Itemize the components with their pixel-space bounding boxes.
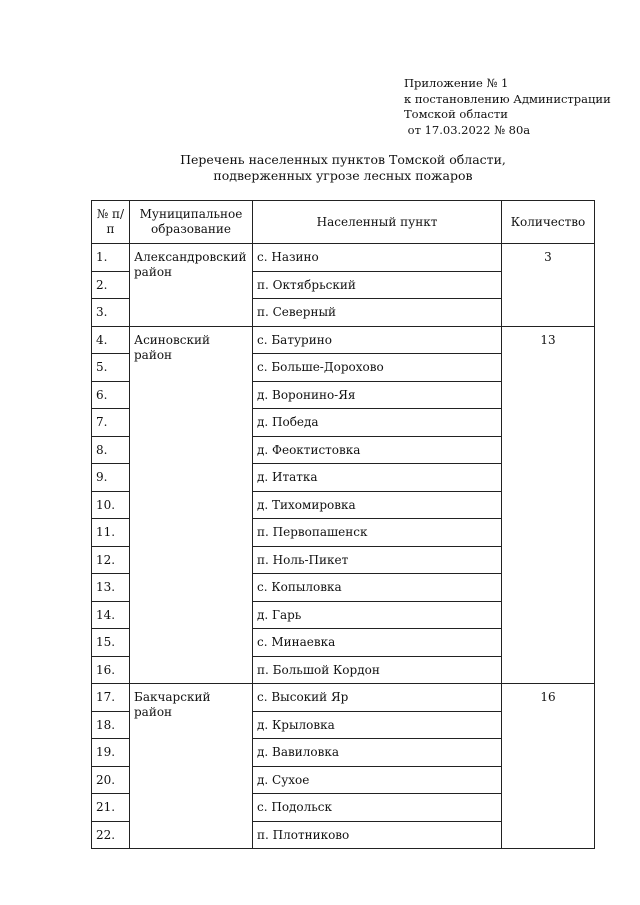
row-number: 5.: [92, 354, 130, 382]
title-line: подверженных угрозе лесных пожаров: [213, 168, 473, 183]
row-number: 18.: [92, 711, 130, 739]
appendix-line: от 17.03.2022 № 80а: [404, 122, 531, 137]
row-number: 21.: [92, 794, 130, 822]
settlement-cell: д. Итатка: [253, 464, 502, 492]
row-number: 19.: [92, 739, 130, 767]
settlement-cell: д. Вавиловка: [253, 739, 502, 767]
table-header-row: [92, 201, 595, 244]
appendix-line: Приложение № 1: [404, 76, 509, 90]
settlement-cell: д. Феоктистовка: [253, 436, 502, 464]
title-line: Перечень населенных пунктов Томской области,: [180, 152, 506, 167]
row-number: 20.: [92, 766, 130, 794]
row-number: 4.: [92, 326, 130, 354]
settlement-cell: п. Первопашенск: [253, 519, 502, 547]
row-number: 8.: [92, 436, 130, 464]
settlement-cell: п. Плотниково: [253, 821, 502, 849]
count-cell: 13: [502, 326, 595, 684]
municipality-cell: Александровский район: [130, 244, 253, 327]
row-number: 7.: [92, 409, 130, 437]
settlement-cell: с. Копыловка: [253, 574, 502, 602]
count-cell: 3: [502, 244, 595, 327]
settlement-cell: д. Тихомировка: [253, 491, 502, 519]
row-number: 1.: [92, 244, 130, 272]
settlement-cell: с. Подольск: [253, 794, 502, 822]
settlement-cell: с. Назино: [253, 244, 502, 272]
settlement-cell: д. Воронино-Яя: [253, 381, 502, 409]
table-row: [92, 684, 595, 712]
table-row: [92, 326, 595, 354]
row-number: 2.: [92, 271, 130, 299]
count-cell: 16: [502, 684, 595, 849]
settlements-table: [91, 200, 595, 849]
appendix-header: [404, 76, 611, 138]
row-number: 15.: [92, 629, 130, 657]
settlement-cell: д. Гарь: [253, 601, 502, 629]
row-number: 17.: [92, 684, 130, 712]
municipality-cell: Асиновский район: [130, 326, 253, 684]
settlement-cell: с. Батурино: [253, 326, 502, 354]
settlement-cell: п. Ноль-Пикет: [253, 546, 502, 574]
table-row: [92, 244, 595, 272]
settlement-cell: д. Победа: [253, 409, 502, 437]
row-number: 22.: [92, 821, 130, 849]
settlement-cell: с. Больше-Дорохово: [253, 354, 502, 382]
document-title: [92, 152, 594, 184]
row-number: 9.: [92, 464, 130, 492]
row-number: 6.: [92, 381, 130, 409]
header-settlement: Населенный пункт: [253, 201, 502, 244]
settlement-cell: с. Минаевка: [253, 629, 502, 657]
row-number: 16.: [92, 656, 130, 684]
row-number: 3.: [92, 299, 130, 327]
settlement-cell: д. Сухое: [253, 766, 502, 794]
row-number: 14.: [92, 601, 130, 629]
settlement-cell: с. Высокий Яр: [253, 684, 502, 712]
settlement-cell: п. Большой Кордон: [253, 656, 502, 684]
header-count: Количество: [502, 201, 595, 244]
settlement-cell: п. Октябрьский: [253, 271, 502, 299]
row-number: 12.: [92, 546, 130, 574]
municipality-cell: Бакчарский район: [130, 684, 253, 849]
header-municipality: Муниципальное образование: [130, 201, 253, 244]
table-body: [92, 244, 595, 849]
settlement-cell: д. Крыловка: [253, 711, 502, 739]
header-num: № п/п: [92, 201, 130, 244]
settlement-cell: п. Северный: [253, 299, 502, 327]
row-number: 11.: [92, 519, 130, 547]
appendix-line: к постановлению Администрации: [404, 91, 611, 106]
row-number: 13.: [92, 574, 130, 602]
row-number: 10.: [92, 491, 130, 519]
appendix-line: Томской области: [404, 107, 508, 121]
